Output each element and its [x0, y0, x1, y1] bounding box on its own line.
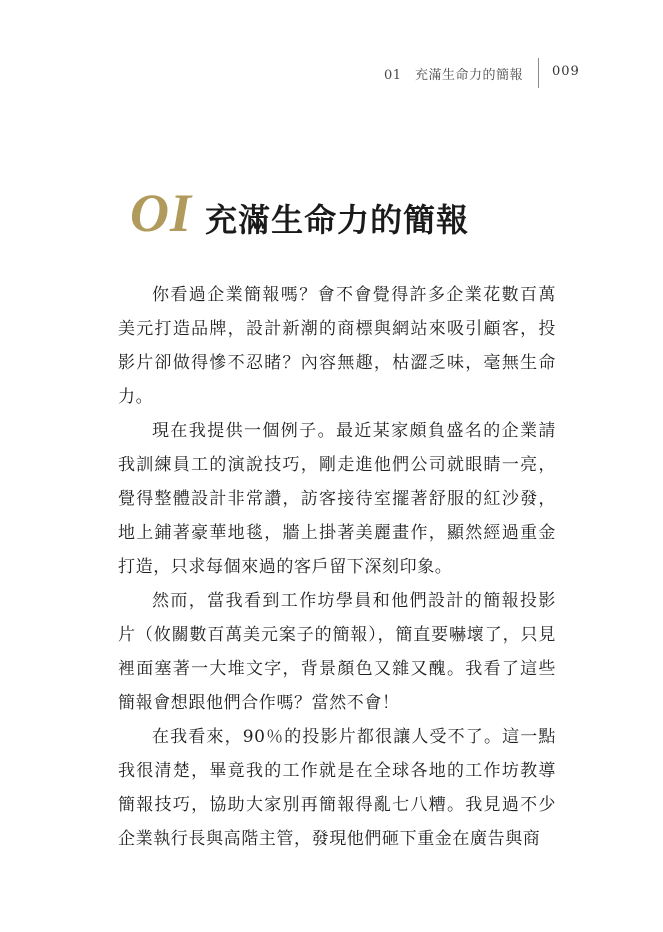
- paragraph: 然而，當我看到工作坊學員和他們設計的簡報投影片（攸關數百萬美元案子的簡報），簡直要嚇壞了，只見裡面塞著一大堆文字，背景顏色又雜又醜。我看了這些簡報會想跟他們合作嗎？當然不會！: [118, 591, 556, 713]
- body-text: [118, 278, 556, 856]
- page-number: 009: [552, 64, 580, 79]
- running-head-chapter-label: 01 充滿生命力的簡報: [383, 68, 523, 83]
- running-head: [0, 58, 663, 88]
- chapter-number: OI: [130, 183, 193, 243]
- chapter-title: 充滿生命力的簡報: [205, 201, 470, 239]
- paragraph: 你看過企業簡報嗎？會不會覺得許多企業花數百萬美元打造品牌，設計新潮的商標與網站來吸引顧客，投影片卻做得慘不忍睹？內容無趣，枯澀乏味，毫無生命力。: [118, 285, 556, 407]
- paragraph: 現在我提供一個例子。最近某家頗負盛名的企業請我訓練員工的演說技巧，剛走進他們公司就眼睛一亮，覺得整體設計非常讚，訪客接待室擺著舒服的紅沙發，地上鋪著豪華地毯，牆上掛著美麗畫作，顯然經過重金打造，只求每個來過的客戶留下深刻印象。: [118, 421, 556, 577]
- paragraph: 在我看來，90％的投影片都很讓人受不了。這一點我很清楚，畢竟我的工作就是在全球各地的工作坊教導簡報技巧，協助大家別再簡報得亂七八糟。我見過不少企業執行長與高階主管，發現他們砸下重金在廣告與商: [118, 727, 556, 849]
- running-head-divider: [538, 58, 539, 88]
- chapter-heading: [130, 183, 470, 246]
